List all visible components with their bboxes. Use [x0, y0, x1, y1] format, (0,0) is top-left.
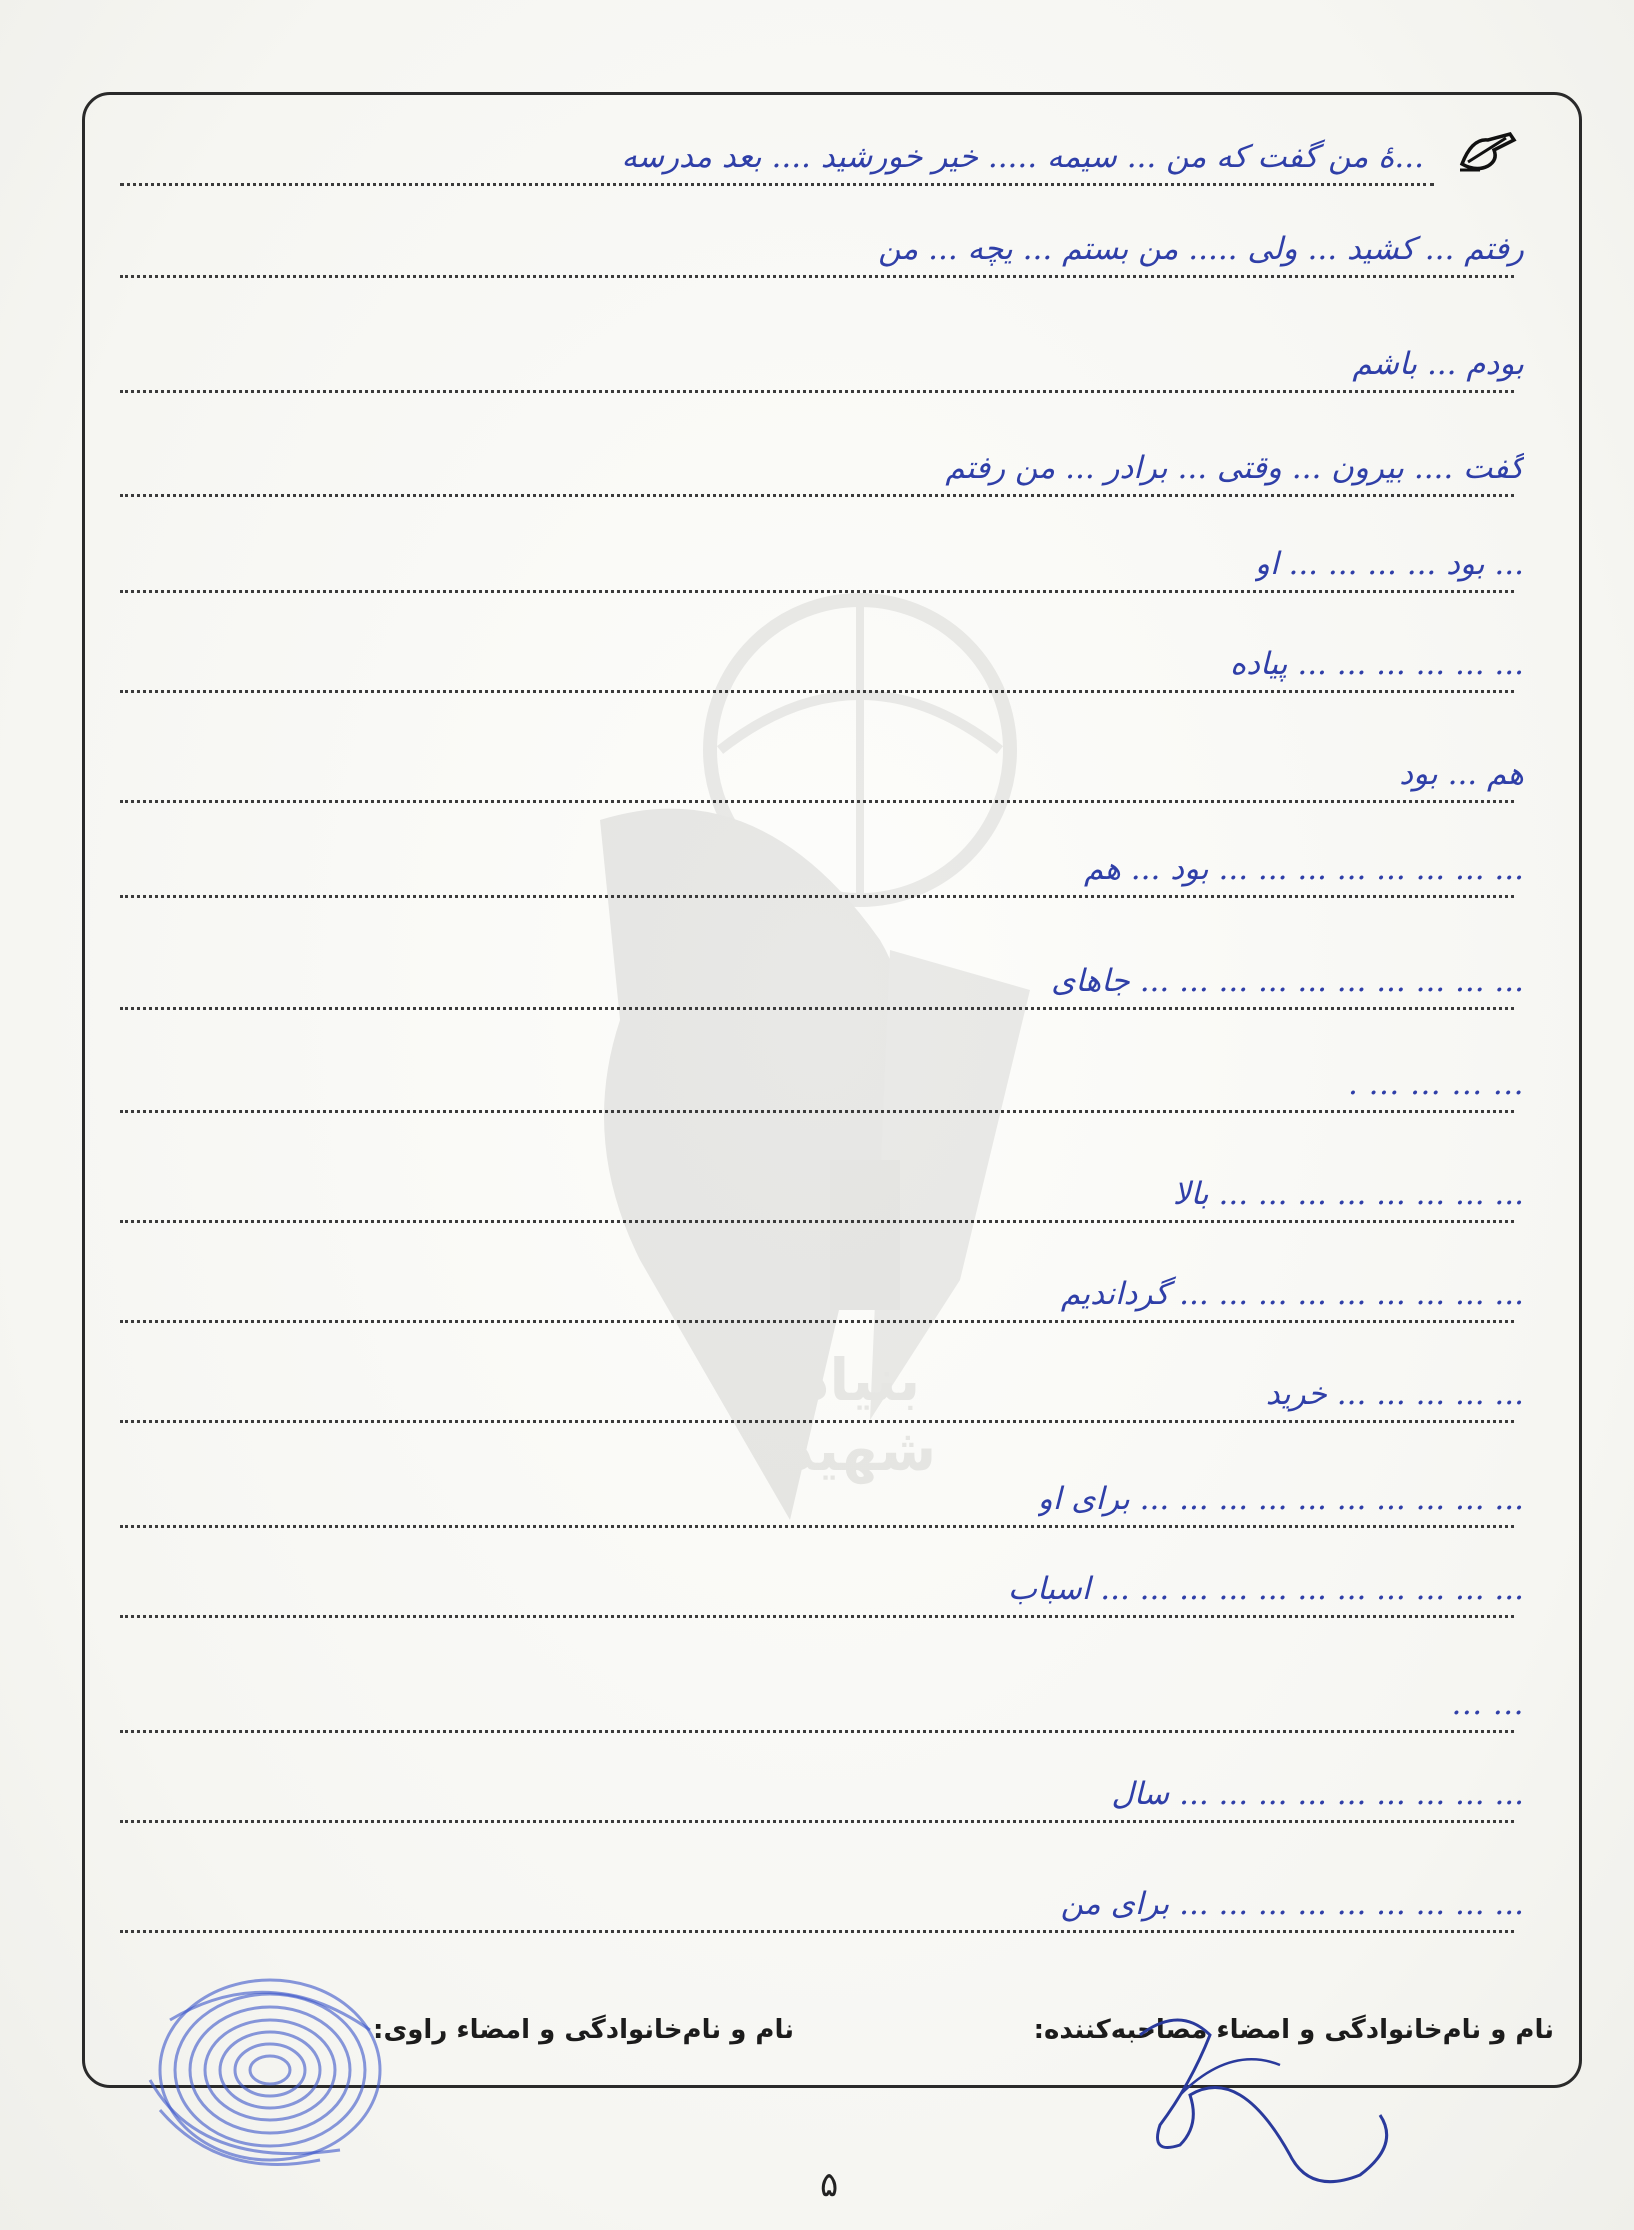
- ruled-line: [120, 390, 1514, 393]
- handwritten-line: ... بود ... ... ... ... او: [1255, 546, 1524, 582]
- handwritten-line: ... ... ... ... ... ... ... ... ... سال: [1111, 1776, 1524, 1812]
- handwritten-line: گفت .... بیرون ... وقتی ... برادر ... من رفتم: [945, 450, 1524, 486]
- handwritten-line: ... ...: [1451, 1686, 1524, 1722]
- ruled-line: [120, 1615, 1514, 1618]
- ruled-line: [120, 1420, 1514, 1423]
- ruled-line: [120, 183, 1434, 186]
- handwritten-line: ... ... ... ... ... ... پیاده: [1230, 646, 1524, 682]
- ruled-line: [120, 895, 1514, 898]
- watermark-word-1: بنیاد: [799, 1346, 921, 1414]
- page-number: ۵: [820, 2165, 839, 2205]
- handwritten-line: ... ... ... ... ... ... ... ... ... برای من: [1060, 1886, 1524, 1922]
- handwritten-line: بودم ... باشم: [1352, 346, 1524, 382]
- narrator-fingerprint: [120, 1960, 390, 2200]
- handwritten-line: ... ... ... ... ... ... ... ... بود ... هم: [1083, 851, 1524, 887]
- ruled-line: [120, 1007, 1514, 1010]
- interviewer-signature: [1120, 2005, 1420, 2205]
- handwritten-line: ... ... ... ... .: [1347, 1066, 1524, 1102]
- ruled-line: [120, 1220, 1514, 1223]
- handwritten-line: هم ... بود: [1399, 756, 1524, 792]
- ruled-line: [120, 590, 1514, 593]
- ruled-line: [120, 690, 1514, 693]
- interviewer-signature-label: نام و نام‌خانوادگی و امضاء مصاحبه‌کننده:: [1033, 2015, 1554, 2045]
- ruled-line: [120, 1110, 1514, 1113]
- handwritten-line: ... ... ... ... ... ... ... ... ... ... ... اسباب: [1007, 1571, 1524, 1607]
- ruled-line: [120, 275, 1514, 278]
- pen-hand-icon: [1458, 130, 1520, 174]
- ruled-line: [120, 494, 1514, 497]
- ruled-line: [120, 800, 1514, 803]
- watermark-word-2: شهید: [783, 1416, 937, 1484]
- ruled-line: [120, 1320, 1514, 1323]
- handwritten-line: ... ... ... ... ... ... ... ... ... ... جاهای: [1051, 963, 1524, 999]
- handwritten-line: ... ... ... ... ... ... ... ... ... ... برای او: [1037, 1481, 1524, 1517]
- ruled-line: [120, 1525, 1514, 1528]
- handwritten-line: ... ... ... ... ... خرید: [1265, 1376, 1524, 1412]
- narrator-signature-label: نام و نام‌خانوادگی و امضاء راوی:: [373, 2015, 794, 2045]
- ruled-line: [120, 1930, 1514, 1933]
- handwritten-line: ... ... ... ... ... ... ... ... بالا: [1172, 1176, 1524, 1212]
- ruled-line: [120, 1730, 1514, 1733]
- handwritten-line: ...ۀ من گفت که من ... سیمه ..... خیر خورشید .... بعد مدرسه: [621, 139, 1424, 175]
- ruled-line: [120, 1820, 1514, 1823]
- handwritten-line: رفتم ... کشید ... ولی ..... من بستم ... یچه ... من: [878, 231, 1524, 267]
- handwritten-line: ... ... ... ... ... ... ... ... ... گرداندیم: [1060, 1276, 1524, 1312]
